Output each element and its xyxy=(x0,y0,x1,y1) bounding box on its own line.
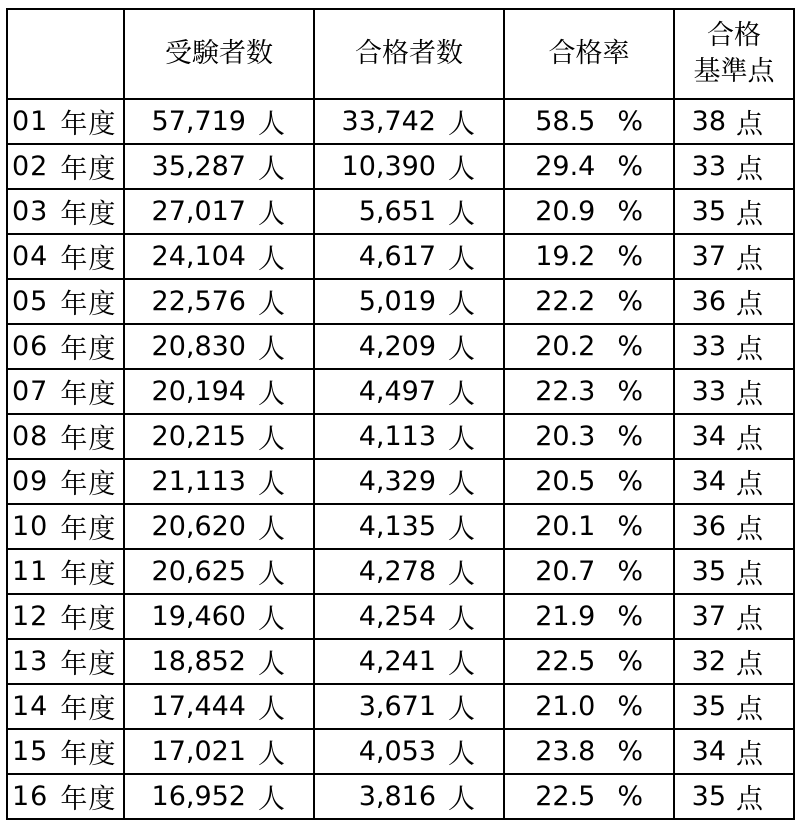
pass-rate-cell xyxy=(504,504,674,549)
header-year xyxy=(7,9,124,99)
passers-cell xyxy=(314,684,504,729)
year-unit: 年度 xyxy=(60,379,117,410)
table-row xyxy=(7,594,794,639)
passers-value: 4,241 xyxy=(358,646,436,677)
table-row xyxy=(7,99,794,144)
examinees-cell xyxy=(124,189,314,234)
pass-rate-value: 22.5 xyxy=(535,781,596,812)
table-row xyxy=(7,234,794,279)
year-cell xyxy=(7,279,124,324)
people-unit: 人 xyxy=(448,469,475,500)
pass-rate-cell xyxy=(504,414,674,459)
passers-value: 4,135 xyxy=(358,511,436,542)
pass-score-cell xyxy=(674,324,794,369)
examinees-value: 27,017 xyxy=(151,196,246,227)
people-unit: 人 xyxy=(448,514,475,545)
passers-cell xyxy=(314,324,504,369)
year-number: 05 xyxy=(12,286,49,317)
passers-cell xyxy=(314,549,504,594)
table-header xyxy=(7,9,794,99)
pass-score-cell xyxy=(674,234,794,279)
pass-rate-value: 20.1 xyxy=(535,511,596,542)
year-cell xyxy=(7,639,124,684)
people-unit: 人 xyxy=(448,739,475,770)
pass-score-value: 35 xyxy=(691,196,726,227)
year-unit: 年度 xyxy=(60,604,117,635)
table-row xyxy=(7,549,794,594)
pass-rate-value: 20.2 xyxy=(535,331,596,362)
pass-score-value: 33 xyxy=(691,151,726,182)
people-unit: 人 xyxy=(448,424,475,455)
header-pass-score-line1: 合格 xyxy=(707,20,761,51)
people-unit: 人 xyxy=(448,109,475,140)
pass-score-cell xyxy=(674,774,794,819)
table-body xyxy=(7,99,794,819)
year-number: 16 xyxy=(12,781,49,812)
year-unit: 年度 xyxy=(60,784,117,815)
examinees-cell xyxy=(124,234,314,279)
pass-score-value: 34 xyxy=(691,466,726,497)
points-unit: 点 xyxy=(736,694,763,725)
pass-score-value: 32 xyxy=(691,646,726,677)
points-unit: 点 xyxy=(736,559,763,590)
people-unit: 人 xyxy=(448,559,475,590)
year-unit: 年度 xyxy=(60,109,117,140)
pass-score-cell xyxy=(674,189,794,234)
examinees-value: 20,625 xyxy=(151,556,246,587)
year-number: 01 xyxy=(12,106,49,137)
pass-score-cell xyxy=(674,279,794,324)
percent-unit: % xyxy=(617,781,643,812)
pass-rate-cell xyxy=(504,279,674,324)
table-row xyxy=(7,324,794,369)
year-cell xyxy=(7,324,124,369)
year-number: 04 xyxy=(12,241,49,272)
pass-rate-cell xyxy=(504,99,674,144)
year-number: 15 xyxy=(12,736,49,767)
examinees-cell xyxy=(124,549,314,594)
table-row xyxy=(7,414,794,459)
pass-rate-cell xyxy=(504,369,674,414)
pass-rate-value: 20.3 xyxy=(535,421,596,452)
pass-rate-value: 58.5 xyxy=(535,106,596,137)
people-unit: 人 xyxy=(258,784,285,815)
pass-rate-value: 22.5 xyxy=(535,646,596,677)
pass-rate-cell xyxy=(504,324,674,369)
points-unit: 点 xyxy=(736,514,763,545)
examinees-cell xyxy=(124,684,314,729)
percent-unit: % xyxy=(617,601,643,632)
people-unit: 人 xyxy=(448,784,475,815)
people-unit: 人 xyxy=(258,469,285,500)
examinees-value: 24,104 xyxy=(151,241,246,272)
pass-score-cell xyxy=(674,414,794,459)
pass-score-cell xyxy=(674,594,794,639)
pass-rate-cell xyxy=(504,189,674,234)
people-unit: 人 xyxy=(448,379,475,410)
year-number: 12 xyxy=(12,601,49,632)
pass-score-cell xyxy=(674,144,794,189)
passers-cell xyxy=(314,639,504,684)
examinees-value: 17,444 xyxy=(151,691,246,722)
people-unit: 人 xyxy=(258,514,285,545)
percent-unit: % xyxy=(617,106,643,137)
passers-value: 4,617 xyxy=(358,241,436,272)
year-unit: 年度 xyxy=(60,739,117,770)
passers-cell xyxy=(314,144,504,189)
points-unit: 点 xyxy=(736,424,763,455)
percent-unit: % xyxy=(617,241,643,272)
passers-cell xyxy=(314,369,504,414)
passers-cell xyxy=(314,504,504,549)
year-unit: 年度 xyxy=(60,244,117,275)
year-unit: 年度 xyxy=(60,334,117,365)
header-passers: 合格者数 xyxy=(314,9,504,99)
pass-rate-cell xyxy=(504,774,674,819)
pass-score-value: 34 xyxy=(691,736,726,767)
percent-unit: % xyxy=(617,196,643,227)
people-unit: 人 xyxy=(258,244,285,275)
people-unit: 人 xyxy=(448,244,475,275)
pass-score-cell xyxy=(674,369,794,414)
pass-score-value: 34 xyxy=(691,421,726,452)
examinees-value: 21,113 xyxy=(151,466,246,497)
year-number: 03 xyxy=(12,196,49,227)
people-unit: 人 xyxy=(448,289,475,320)
examinees-cell xyxy=(124,459,314,504)
year-unit: 年度 xyxy=(60,154,117,185)
examinees-cell xyxy=(124,99,314,144)
examinees-value: 22,576 xyxy=(151,286,246,317)
points-unit: 点 xyxy=(736,244,763,275)
passers-value: 10,390 xyxy=(341,151,436,182)
table-row xyxy=(7,774,794,819)
pass-rate-value: 20.5 xyxy=(535,466,596,497)
year-cell xyxy=(7,594,124,639)
pass-score-value: 35 xyxy=(691,691,726,722)
passers-value: 3,671 xyxy=(358,691,436,722)
year-number: 08 xyxy=(12,421,49,452)
year-number: 07 xyxy=(12,376,49,407)
points-unit: 点 xyxy=(736,109,763,140)
table-row xyxy=(7,189,794,234)
pass-rate-cell xyxy=(504,459,674,504)
people-unit: 人 xyxy=(448,604,475,635)
passers-value: 3,816 xyxy=(358,781,436,812)
pass-score-cell xyxy=(674,639,794,684)
examinees-cell xyxy=(124,729,314,774)
examinees-cell xyxy=(124,144,314,189)
passers-cell xyxy=(314,189,504,234)
passers-cell xyxy=(314,729,504,774)
people-unit: 人 xyxy=(258,559,285,590)
year-cell xyxy=(7,414,124,459)
passers-value: 4,497 xyxy=(358,376,436,407)
passers-value: 5,651 xyxy=(358,196,436,227)
pass-score-value: 35 xyxy=(691,781,726,812)
pass-score-cell xyxy=(674,684,794,729)
table-row xyxy=(7,144,794,189)
year-unit: 年度 xyxy=(60,199,117,230)
pass-rate-cell xyxy=(504,144,674,189)
year-cell xyxy=(7,504,124,549)
examinees-cell xyxy=(124,594,314,639)
year-unit: 年度 xyxy=(60,514,117,545)
pass-score-value: 37 xyxy=(691,601,726,632)
people-unit: 人 xyxy=(448,649,475,680)
year-cell xyxy=(7,234,124,279)
pass-rate-value: 22.2 xyxy=(535,286,596,317)
year-unit: 年度 xyxy=(60,469,117,500)
passers-cell xyxy=(314,414,504,459)
examinees-cell xyxy=(124,279,314,324)
examinees-value: 57,719 xyxy=(151,106,246,137)
percent-unit: % xyxy=(617,646,643,677)
percent-unit: % xyxy=(617,151,643,182)
exam-statistics-table xyxy=(6,8,795,820)
people-unit: 人 xyxy=(448,199,475,230)
header-pass-rate: 合格率 xyxy=(504,9,674,99)
year-cell xyxy=(7,189,124,234)
year-cell xyxy=(7,684,124,729)
passers-cell xyxy=(314,459,504,504)
points-unit: 点 xyxy=(736,289,763,320)
table-row xyxy=(7,639,794,684)
year-cell xyxy=(7,459,124,504)
year-cell xyxy=(7,549,124,594)
examinees-value: 16,952 xyxy=(151,781,246,812)
points-unit: 点 xyxy=(736,199,763,230)
header-examinees: 受験者数 xyxy=(124,9,314,99)
pass-rate-value: 22.3 xyxy=(535,376,596,407)
year-unit: 年度 xyxy=(60,649,117,680)
pass-score-value: 36 xyxy=(691,286,726,317)
pass-rate-cell xyxy=(504,234,674,279)
year-number: 09 xyxy=(12,466,49,497)
passers-value: 4,113 xyxy=(358,421,436,452)
examinees-value: 20,194 xyxy=(151,376,246,407)
examinees-cell xyxy=(124,774,314,819)
people-unit: 人 xyxy=(258,289,285,320)
pass-rate-value: 23.8 xyxy=(535,736,596,767)
year-number: 11 xyxy=(12,556,49,587)
table-row xyxy=(7,459,794,504)
passers-cell xyxy=(314,234,504,279)
pass-rate-value: 29.4 xyxy=(535,151,596,182)
people-unit: 人 xyxy=(258,649,285,680)
pass-rate-value: 20.7 xyxy=(535,556,596,587)
table-row xyxy=(7,684,794,729)
pass-score-value: 33 xyxy=(691,331,726,362)
year-unit: 年度 xyxy=(60,559,117,590)
pass-rate-cell xyxy=(504,594,674,639)
pass-rate-cell xyxy=(504,729,674,774)
table-row xyxy=(7,369,794,414)
points-unit: 点 xyxy=(736,604,763,635)
points-unit: 点 xyxy=(736,649,763,680)
pass-rate-value: 21.0 xyxy=(535,691,596,722)
pass-score-value: 36 xyxy=(691,511,726,542)
examinees-value: 20,215 xyxy=(151,421,246,452)
year-number: 13 xyxy=(12,646,49,677)
percent-unit: % xyxy=(617,736,643,767)
year-unit: 年度 xyxy=(60,694,117,725)
year-cell xyxy=(7,144,124,189)
examinees-cell xyxy=(124,504,314,549)
year-number: 10 xyxy=(12,511,49,542)
people-unit: 人 xyxy=(258,424,285,455)
year-cell xyxy=(7,774,124,819)
pass-rate-cell xyxy=(504,639,674,684)
people-unit: 人 xyxy=(258,694,285,725)
examinees-cell xyxy=(124,639,314,684)
percent-unit: % xyxy=(617,286,643,317)
points-unit: 点 xyxy=(736,784,763,815)
pass-score-cell xyxy=(674,729,794,774)
pass-score-value: 38 xyxy=(691,106,726,137)
year-cell xyxy=(7,729,124,774)
people-unit: 人 xyxy=(258,739,285,770)
pass-score-value: 33 xyxy=(691,376,726,407)
pass-score-cell xyxy=(674,99,794,144)
year-unit: 年度 xyxy=(60,289,117,320)
passers-value: 5,019 xyxy=(358,286,436,317)
table-row xyxy=(7,279,794,324)
people-unit: 人 xyxy=(448,334,475,365)
examinees-value: 19,460 xyxy=(151,601,246,632)
pass-score-cell xyxy=(674,504,794,549)
pass-rate-value: 19.2 xyxy=(535,241,596,272)
examinees-value: 18,852 xyxy=(151,646,246,677)
points-unit: 点 xyxy=(736,469,763,500)
table-row xyxy=(7,504,794,549)
percent-unit: % xyxy=(617,466,643,497)
pass-score-cell xyxy=(674,459,794,504)
passers-cell xyxy=(314,774,504,819)
header-row xyxy=(7,9,794,99)
passers-value: 4,209 xyxy=(358,331,436,362)
year-number: 06 xyxy=(12,331,49,362)
passers-value: 4,053 xyxy=(358,736,436,767)
points-unit: 点 xyxy=(736,154,763,185)
header-pass-score-line2: 基準点 xyxy=(693,56,775,87)
people-unit: 人 xyxy=(448,154,475,185)
pass-rate-cell xyxy=(504,549,674,594)
percent-unit: % xyxy=(617,556,643,587)
passers-value: 4,278 xyxy=(358,556,436,587)
people-unit: 人 xyxy=(258,334,285,365)
year-number: 02 xyxy=(12,151,49,182)
pass-score-value: 37 xyxy=(691,241,726,272)
people-unit: 人 xyxy=(258,154,285,185)
examinees-cell xyxy=(124,414,314,459)
people-unit: 人 xyxy=(258,199,285,230)
examinees-value: 35,287 xyxy=(151,151,246,182)
percent-unit: % xyxy=(617,331,643,362)
people-unit: 人 xyxy=(448,694,475,725)
passers-cell xyxy=(314,594,504,639)
header-pass-score xyxy=(674,9,794,99)
passers-value: 4,254 xyxy=(358,601,436,632)
points-unit: 点 xyxy=(736,739,763,770)
points-unit: 点 xyxy=(736,379,763,410)
percent-unit: % xyxy=(617,691,643,722)
pass-score-value: 35 xyxy=(691,556,726,587)
year-number: 14 xyxy=(12,691,49,722)
pass-rate-value: 21.9 xyxy=(535,601,596,632)
examinees-cell xyxy=(124,369,314,414)
points-unit: 点 xyxy=(736,334,763,365)
people-unit: 人 xyxy=(258,604,285,635)
pass-rate-value: 20.9 xyxy=(535,196,596,227)
pass-rate-cell xyxy=(504,684,674,729)
year-cell xyxy=(7,369,124,414)
percent-unit: % xyxy=(617,421,643,452)
year-cell xyxy=(7,99,124,144)
people-unit: 人 xyxy=(258,109,285,140)
passers-value: 33,742 xyxy=(341,106,436,137)
year-unit: 年度 xyxy=(60,424,117,455)
examinees-cell xyxy=(124,324,314,369)
percent-unit: % xyxy=(617,511,643,542)
examinees-value: 20,830 xyxy=(151,331,246,362)
pass-score-cell xyxy=(674,549,794,594)
examinees-value: 17,021 xyxy=(151,736,246,767)
table-row xyxy=(7,729,794,774)
passers-cell xyxy=(314,279,504,324)
people-unit: 人 xyxy=(258,379,285,410)
passers-cell xyxy=(314,99,504,144)
percent-unit: % xyxy=(617,376,643,407)
passers-value: 4,329 xyxy=(358,466,436,497)
examinees-value: 20,620 xyxy=(151,511,246,542)
